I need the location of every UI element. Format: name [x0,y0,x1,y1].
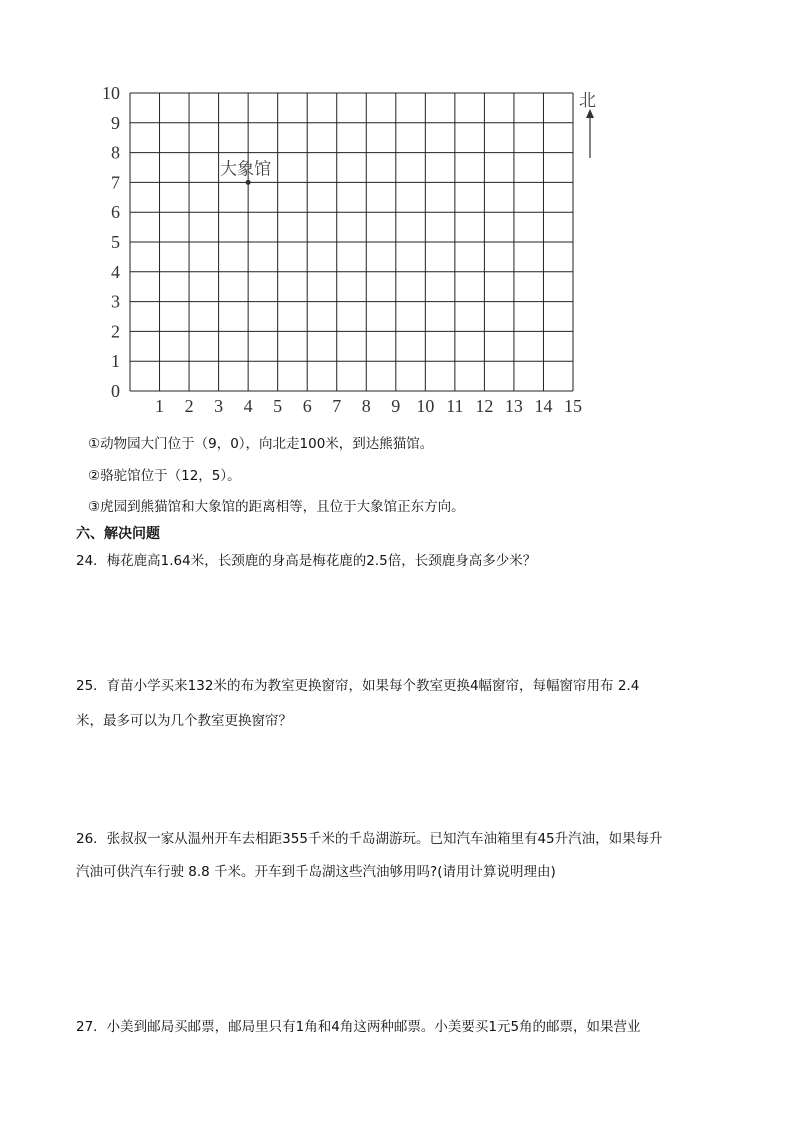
x-tick-label: 14 [534,396,553,416]
grid-svg [0,0,794,430]
north-arrow [586,109,594,158]
x-tick-label: 9 [391,396,401,416]
x-tick-label: 12 [475,396,494,416]
north-label: 北 [579,91,596,111]
y-axis-labels [102,83,120,401]
y-tick-label: 2 [111,321,120,342]
question-24: 24．梅花鹿高1.64米，长颈鹿的身高是梅花鹿的2.5倍，长颈鹿身高多少米？ [76,553,537,569]
y-tick-label: 3 [111,291,120,312]
y-tick-label: 5 [111,232,120,252]
y-tick-label: 8 [111,142,120,163]
y-tick-label: 0 [111,381,120,401]
x-tick-label: 5 [273,396,283,416]
question-27-line-1: 27．小美到邮局买邮票，邮局里只有1角和4角这两种邮票。小美要买1元5角的邮票，如果营业 [76,1019,641,1035]
x-tick-label: 8 [361,396,371,416]
question-26-line-2: 汽油可供汽车行驶 8.8 千米。开车到千岛湖这些汽油够用吗?(请用计算说明理由) [76,864,556,880]
x-tick-label: 11 [446,396,464,416]
question-25-line-1: 25．育苗小学买来132米的布为教室更换窗帘，如果每个教室更换4幅窗帘，每幅窗帘用布 2.4 [76,678,640,694]
section-title: 六、解决问题 [76,526,160,542]
coordinate-grid [0,0,794,430]
x-tick-label: 13 [504,396,523,416]
elephant-hall-label: 大象馆 [220,159,272,180]
y-tick-label: 10 [102,83,120,103]
y-tick-label: 7 [111,172,120,193]
x-tick-label: 3 [214,396,224,416]
condition-2: ②骆驼馆位于（12，5）。 [88,468,241,484]
x-tick-label: 6 [302,396,312,416]
grid-lines [130,93,573,391]
x-tick-label: 1 [155,396,165,416]
x-tick-label: 15 [564,396,582,416]
x-tick-label: 7 [332,396,342,416]
y-tick-label: 6 [111,202,120,223]
x-tick-label: 2 [184,396,194,416]
x-axis-labels [155,396,582,416]
question-26-line-1: 26．张叔叔一家从温州开车去相距355千米的千岛湖游玩。已知汽车油箱里有45升汽油，如果每升 [76,831,663,847]
x-tick-label: 10 [416,396,435,416]
question-25-line-2: 米，最多可以为几个教室更换窗帘？ [76,713,292,729]
elephant-hall-point [246,180,251,185]
y-tick-label: 1 [111,351,120,372]
y-tick-label: 4 [111,261,120,282]
condition-3: ③虎园到熊猫馆和大象馆的距离相等，且位于大象馆正东方向。 [88,499,465,515]
y-tick-label: 9 [111,112,120,133]
condition-1: ①动物园大门位于（9，0），向北走100米，到达熊猫馆。 [88,436,434,452]
x-tick-label: 4 [243,396,253,416]
